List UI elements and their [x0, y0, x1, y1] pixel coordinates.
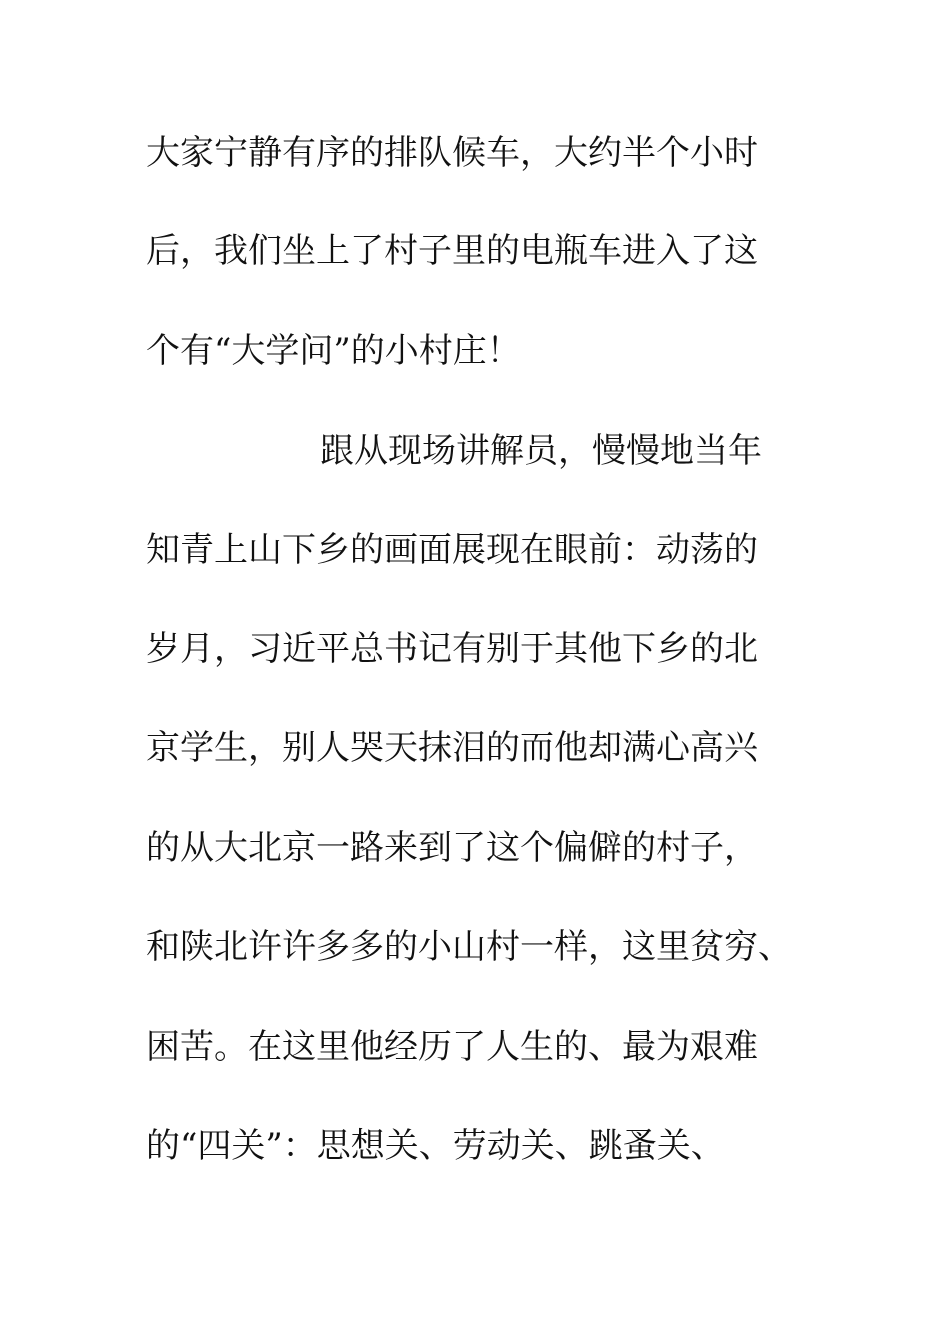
- text-line-1: 大家宁静有序的排队候车，大约半个小时: [146, 133, 758, 173]
- text-line-5: 知青上山下乡的画面展现在眼前：动荡的: [146, 530, 758, 570]
- text-line-8: 的从大北京一路来到了这个偏僻的村子，: [146, 828, 758, 868]
- text-line-9: 和陕北许许多多的小山村一样，这里贫穷、: [146, 927, 792, 967]
- paragraph-start-line: 跟从现场讲解员，慢慢地当年: [320, 431, 762, 471]
- text-line-10: 困苦。在这里他经历了人生的、最为艰难: [146, 1027, 758, 1067]
- text-line-2: 后，我们坐上了村子里的电瓶车进入了这: [146, 231, 758, 271]
- text-line-11: 的“四关”：思想关、劳动关、跳蚤关、: [146, 1126, 725, 1166]
- text-line-6: 岁月，习近平总书记有别于其他下乡的北: [146, 629, 758, 669]
- text-line-3: 个有“大学问”的小村庄！: [146, 331, 521, 371]
- text-line-7: 京学生，别人哭天抹泪的而他却满心高兴: [146, 728, 758, 768]
